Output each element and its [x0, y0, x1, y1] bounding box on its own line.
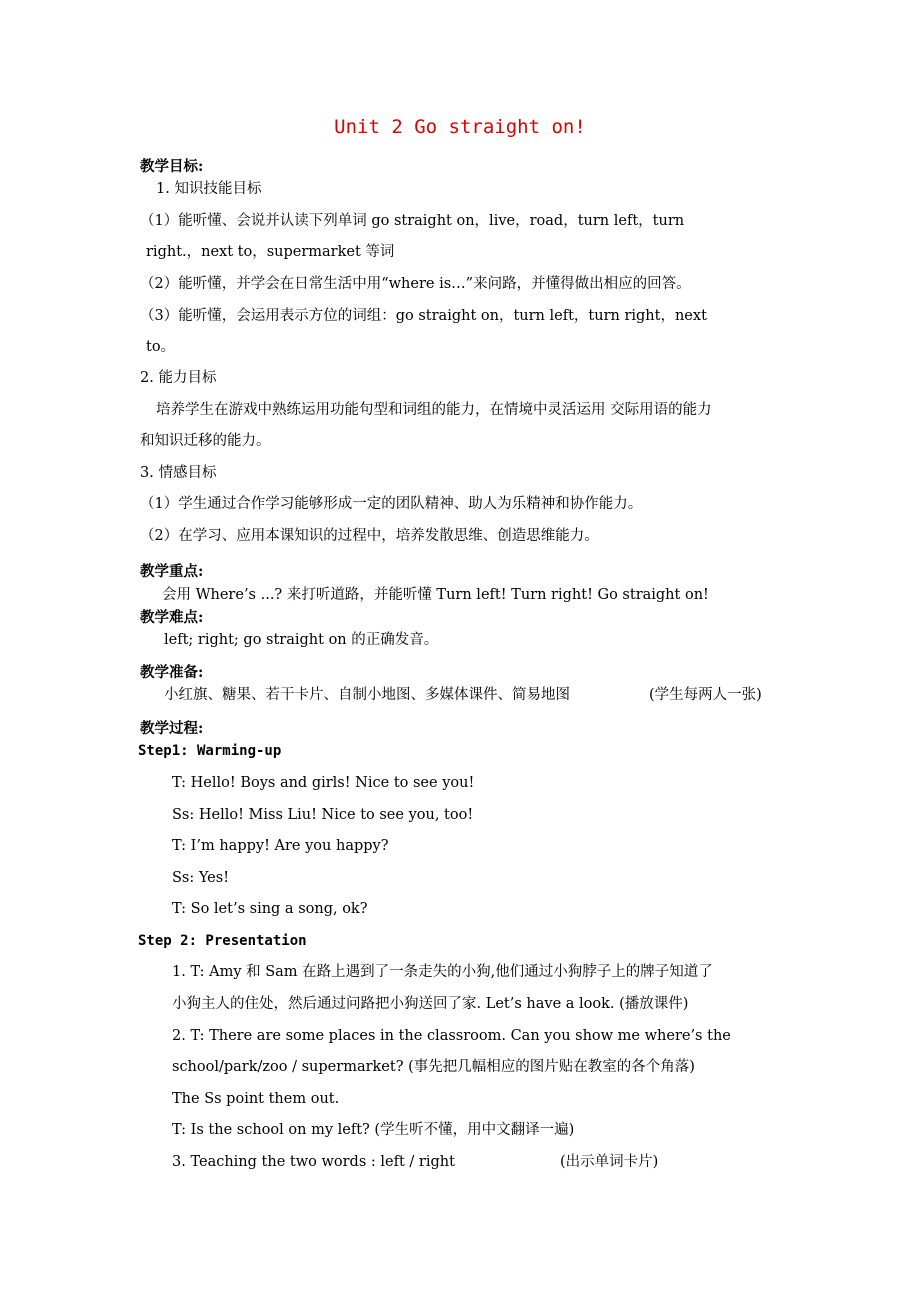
knowledge-item-1: （1）能听懂、会说并认读下列单词 go straight on，live，road，turn left，turn — [140, 213, 685, 229]
dialogue-line-1: T: Hello! Boys and girls! Nice to see you! — [172, 775, 475, 791]
document-title: Unit 2 Go straight on! — [334, 116, 586, 138]
process-heading: 教学过程: — [140, 720, 204, 737]
step2-item-1-cont: 小狗主人的住处，然后通过问路把小狗送回了家. Let’s have a look. (播放课件) — [172, 996, 689, 1012]
step2-item-3: 3. Teaching the two words : left / right — [172, 1154, 455, 1170]
preparation-note: (学生每两人一张) — [649, 687, 762, 703]
step1-heading: Step1: Warming-up — [138, 743, 282, 759]
dialogue-line-3: T: I’m happy! Are you happy? — [172, 838, 389, 854]
ability-text-cont: 和知识迁移的能力。 — [140, 433, 271, 449]
dialogue-line-5: T: So let’s sing a song, ok? — [172, 901, 368, 917]
step2-item-2-ss: The Ss point them out. — [172, 1091, 340, 1107]
preparation-text: 小红旗、糖果、若干卡片、自制小地图、多媒体课件、简易地图 — [164, 687, 570, 703]
knowledge-item-3-cont: to。 — [146, 339, 176, 355]
emotion-item-1: （1）学生通过合作学习能够形成一定的团队精神、助人为乐精神和协作能力。 — [140, 496, 643, 512]
knowledge-heading: 1. 知识技能目标 — [156, 181, 262, 197]
knowledge-item-1-cont: right.，next to，supermarket 等词 — [146, 244, 395, 260]
dialogue-line-4: Ss: Yes! — [172, 870, 230, 886]
emotion-item-2: （2）在学习、应用本课知识的过程中，培养发散思维、创造思维能力。 — [140, 528, 599, 544]
objectives-heading: 教学目标: — [140, 158, 204, 175]
emotion-heading: 3. 情感目标 — [140, 465, 217, 481]
difficulties-heading: 教学难点: — [140, 609, 204, 626]
difficulties-text: left; right; go straight on 的正确发音。 — [164, 632, 439, 648]
step2-item-2-question: T: Is the school on my left? (学生听不懂，用中文翻译一遍) — [172, 1122, 575, 1138]
dialogue-line-2: Ss: Hello! Miss Liu! Nice to see you, too! — [172, 807, 474, 823]
step2-item-1: 1. T: Amy 和 Sam 在路上遇到了一条走失的小狗,他们通过小狗脖子上的牌子知道了 — [172, 964, 713, 980]
knowledge-item-3: （3）能听懂，会运用表示方位的词组：go straight on，turn left，turn right，next — [140, 308, 707, 324]
knowledge-item-2: （2）能听懂，并学会在日常生活中用“where is…”来问路，并懂得做出相应的回答。 — [140, 276, 691, 292]
step2-item-3-note: (出示单词卡片) — [560, 1154, 659, 1170]
preparation-heading: 教学准备: — [140, 664, 204, 681]
key-points-text: 会用 Where’s ...? 来打听道路，并能听懂 Turn left! Turn right! Go straight on! — [162, 587, 709, 603]
ability-text: 培养学生在游戏中熟练运用功能句型和词组的能力，在情境中灵活运用 交际用语的能力 — [156, 402, 712, 418]
step2-item-2: 2. T: There are some places in the classroom. Can you show me where’s the — [172, 1028, 731, 1044]
key-points-heading: 教学重点: — [140, 563, 204, 580]
step2-item-2-cont: school/park/zoo / supermarket? (事先把几幅相应的图片贴在教室的各个角落) — [172, 1059, 695, 1075]
step2-heading: Step 2: Presentation — [138, 933, 307, 949]
ability-heading: 2. 能力目标 — [140, 370, 217, 386]
